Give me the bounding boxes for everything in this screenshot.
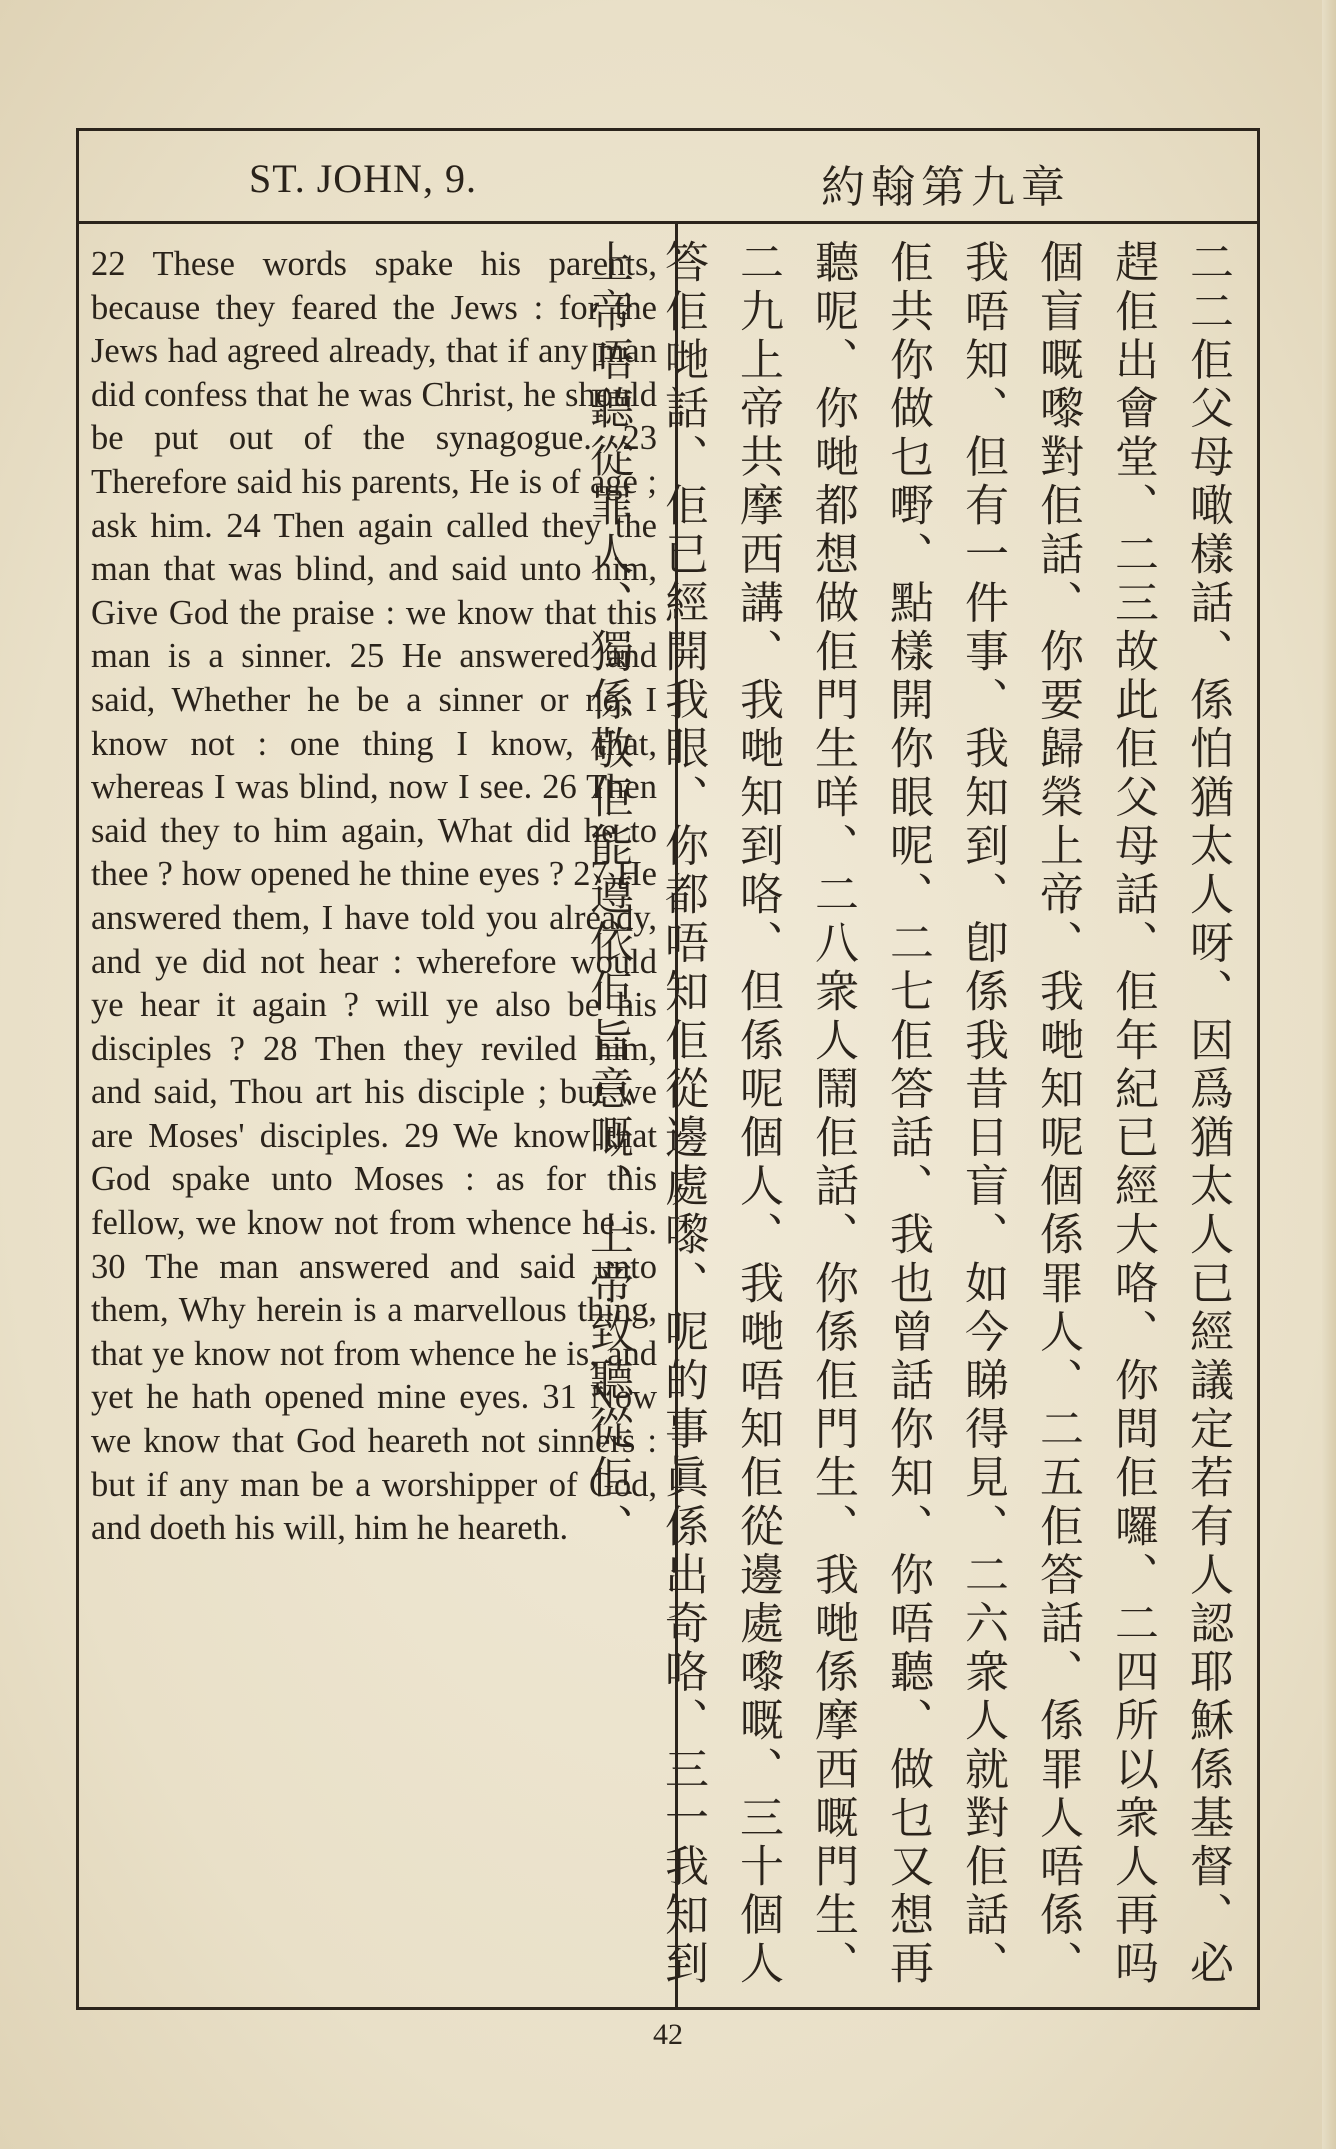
page-frame bbox=[76, 128, 1260, 2010]
header-chinese-title: 約翰第九章 bbox=[821, 162, 1071, 213]
chinese-column: 二二佢父母噉樣話、係怕猶太人呀、因爲猶太人已經議定若有人認耶穌係基督、必趕佢出會堂、二三故此佢父母話、佢年紀已經大咯、你問佢囉、二四所以衆人再吗個盲嘅嚟對佢話、你要歸榮上帝、我哋知呢個係罪人、二五佢答話、係罪人唔係、我唔知、但有一件事、我知到、卽係我昔日盲、如今睇得見、二六衆人就對佢話、佢共你做乜嘢、點樣開你眼呢、二七佢答話、我也曾話你知、你唔聽、做乜又想再聽呢、你哋都想做佢門生咩、二八衆人鬧佢話、你係佢門生、我哋係摩西嘅門生、二九上帝共摩西講、我哋知到咯、但係呢個人、我哋唔知佢從邊處嚟嘅、三十個人答佢哋話、佢已經開我眼、你都唔知佢從邊處嚟、呢的事眞係出奇咯、三一我知到上帝唔聽從罪人、獨係敬佢能遵依佢旨意嘅、上帝致聽從佢、 bbox=[582, 239, 1233, 1989]
english-text: 22 These words spake his parents, because they feared the Jews : for the Jews had agreed already, that if any man did confess that he was Christ, he should be put out of the synagogue. 23 Therefore said his parents, He is of age ; ask him. 24 Then again called they the man that was blind, and said unto him, Give God the praise : we know that this man is a sinner. 25 He answered and said, Whether he be a sinner or no, I know not : one thing I know, that, whereas I was blind, now I see. 26 Then said they to him again, What did he to thee ? how opened he thine eyes ? 27 He answered them, I have told you already, and ye did not hear : wherefore would ye hear it again ? will ye also be his disciples ? 28 Then they reviled him, and said, Thou art his disciple ; but we are Moses' disciples. 29 We know that God spake unto Moses : as for this fellow, we know not from whence he is. 30 The man answered and said unto them, Why herein is a marvellous thing, that ye know not from whence he is, and yet he hath opened mine eyes. 31 Now we know that God heareth not sinners : but if any man be a worshipper of God, and doeth his will, him he heareth. bbox=[91, 245, 657, 1548]
page-number: 42 bbox=[653, 2018, 683, 2051]
page-edge bbox=[1322, 0, 1336, 2149]
header-english-title: ST. JOHN, 9. bbox=[249, 156, 477, 201]
running-header bbox=[79, 131, 1257, 224]
